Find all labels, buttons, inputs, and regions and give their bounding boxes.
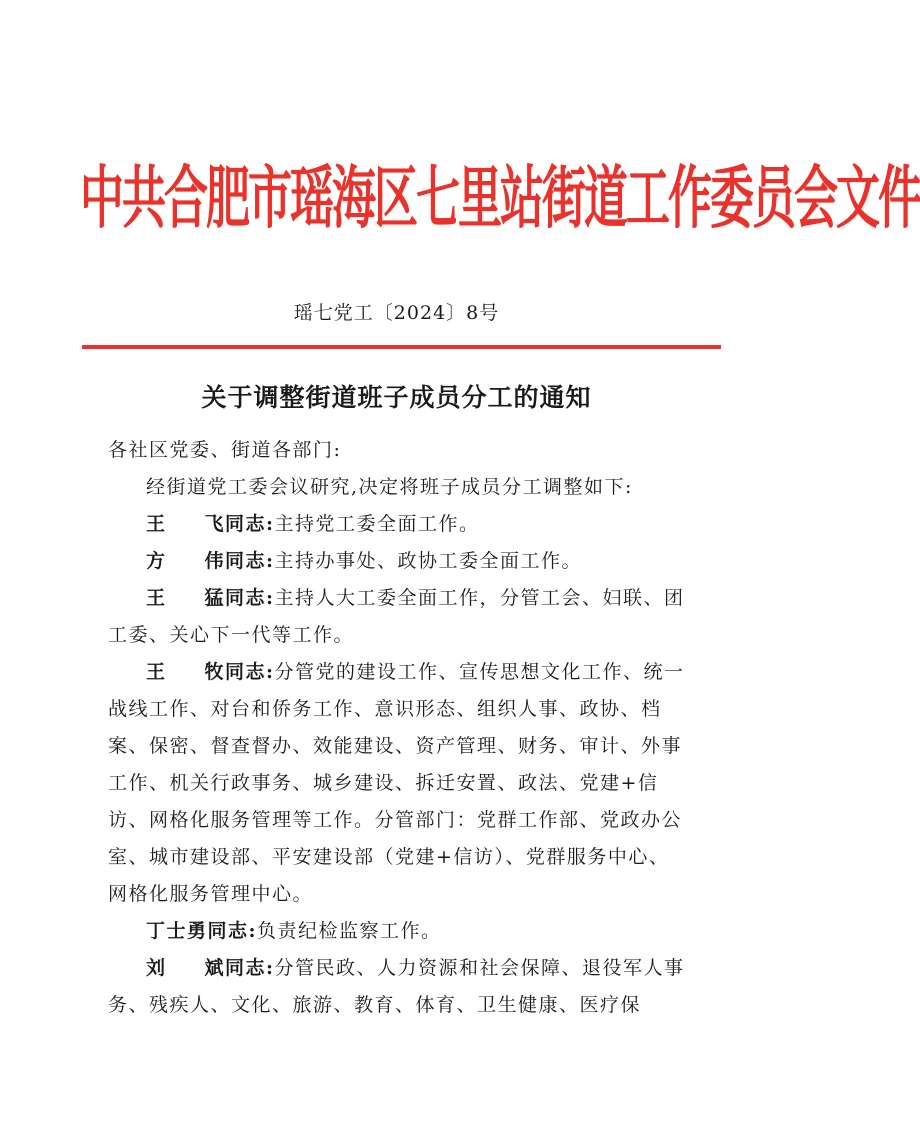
member-duty: 负责纪检监察工作。	[257, 920, 442, 942]
member-name-full: 丁士勇同志:	[146, 920, 258, 942]
member-name	[146, 920, 257, 942]
member-name-first: 王	[146, 513, 167, 535]
member-name-last: 猛同志:	[204, 587, 275, 609]
document-header-title: 中共合肥市瑶海区七里站街道工作委员会文件	[80, 159, 920, 239]
member-name	[146, 550, 275, 572]
member-name-last: 斌同志:	[204, 957, 275, 979]
red-divider-line	[82, 345, 721, 349]
assignment-paragraph	[108, 950, 686, 1024]
member-duty: 主持办事处、政协工委全面工作。	[274, 550, 583, 572]
member-name-first: 刘	[146, 957, 167, 979]
member-name-first: 王	[146, 587, 167, 609]
member-duty: 分管民政、人力资源和社会保障、退役军人事务、残疾人、文化、旅游、教育、体育、卫生健康、医疗保	[108, 957, 685, 1016]
member-duty: 主持党工委全面工作。	[274, 513, 480, 535]
intro-paragraph: 经街道党工委会议研究,决定将班子成员分工调整如下:	[146, 476, 633, 498]
member-duty: 主持人大工委全面工作，分管工会、妇联、团工委、关心下一代等工作。	[108, 587, 685, 646]
salutation: 各社区党委、街道各部门:	[108, 439, 342, 461]
assignment-paragraph	[108, 654, 686, 913]
assignment-paragraph	[108, 506, 686, 543]
member-name-first: 方	[146, 550, 167, 572]
member-name-last: 伟同志:	[204, 550, 275, 572]
member-name-last: 飞同志:	[204, 513, 275, 535]
notice-title: 关于调整街道班子成员分工的通知	[201, 383, 592, 412]
notice-body	[108, 432, 686, 1024]
member-name	[146, 957, 275, 979]
member-duty: 分管党的建设工作、宣传思想文化工作、统一战线工作、对台和侨务工作、意识形态、组织人事、政协、档案、保密、督查督办、效能建设、资产管理、财务、审计、外事工作、机关行政事务、城乡建设、拆迁安置、政法、党建+信访、网格化服务管理等工作。分管部门：党群工作部、党政办公室、城市建设部、平安建设部（党建+信访）、党群服务中心、网格化服务管理中心。	[108, 661, 685, 905]
assignment-paragraph	[108, 913, 686, 950]
document-number: 瑶七党工〔2024〕8号	[293, 302, 500, 324]
member-name	[146, 587, 275, 609]
member-name-first: 王	[146, 661, 167, 683]
assignment-paragraph	[108, 580, 686, 654]
member-name	[146, 513, 275, 535]
assignment-paragraph	[108, 543, 686, 580]
member-name-last: 牧同志:	[204, 661, 275, 683]
member-name	[146, 661, 275, 683]
